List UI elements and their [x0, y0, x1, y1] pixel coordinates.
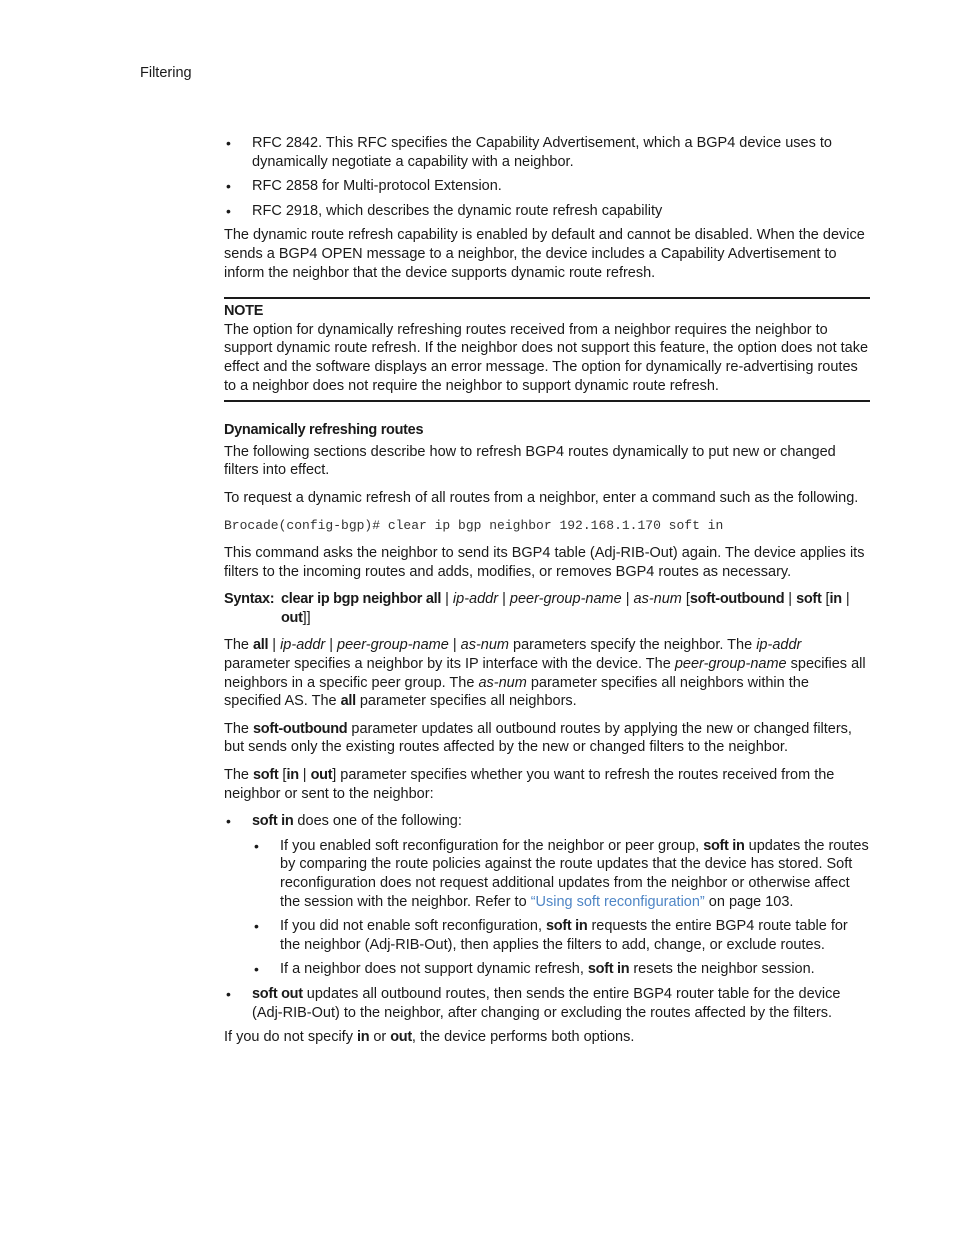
- paragraph: If you do not specify in or out, the device performs both options.: [224, 1029, 635, 1046]
- list-item-text: If you enabled soft reconfiguration for the neighbor or peer group, soft in updates the routes by comparing the route policies against the route updates that the device has stored. Soft reconfiguration does not request additional updates from the neighbor or otherwise affect the session with the neighbor. Refer to “Using soft reconfiguration” on page 103.: [280, 837, 869, 910]
- bullet-icon: •: [226, 178, 231, 195]
- list-item-text: RFC 2858 for Multi-protocol Extension.: [252, 178, 502, 195]
- bullet-icon: •: [226, 985, 231, 1002]
- intro-paragraph: The dynamic route refresh capability is enabled by default and cannot be disabled. When the device sends a BGP4 OPEN message to a neighbor, the device includes a Capability Advertisement to inform the neighbor that the device supports dynamic route refresh.: [224, 227, 865, 281]
- bullet-icon: •: [226, 813, 231, 830]
- paragraph: This command asks the neighbor to send its BGP4 table (Adj-RIB-Out) again. The device applies its filters to the incoming routes and adds, modifies, or removes BGP4 routes as necessary.: [224, 545, 865, 580]
- page-content: [224, 134, 870, 1047]
- sub-list-item: [224, 960, 870, 979]
- list-item-text: If a neighbor does not support dynamic refresh, soft in resets the neighbor session.: [280, 961, 815, 978]
- syntax-label: Syntax:: [224, 591, 275, 608]
- bullet-icon: •: [254, 918, 259, 935]
- bullet-icon: •: [254, 961, 259, 978]
- paragraph: The soft-outbound parameter updates all outbound routes by applying the new or changed filters, but sends only the existing routes affected by the new or changed filters to the neighbor.: [224, 720, 852, 756]
- list-item: [224, 812, 870, 831]
- running-header: Filtering: [140, 65, 192, 81]
- list-item-text: soft in does one of the following:: [252, 813, 462, 830]
- note-block: [224, 299, 870, 400]
- list-item: [224, 202, 870, 221]
- list-item-text: RFC 2918, which describes the dynamic route refresh capability: [252, 202, 663, 219]
- syntax-text: clear ip bgp neighbor all | ip-addr | peer-group-name | as-num [soft-outbound | soft [in | out]]: [281, 591, 850, 626]
- paragraph: The soft [in | out] parameter specifies whether you want to refresh the routes received from the neighbor or sent to the neighbor:: [224, 767, 835, 802]
- list-item: [224, 134, 870, 171]
- list-item-text: soft out updates all outbound routes, then sends the entire BGP4 router table for the device (Adj-RIB-Out) to the neighbor, after changing or excluding the routes affected by the filters.: [252, 985, 841, 1021]
- sub-list-item: [224, 837, 870, 911]
- paragraph: The all | ip-addr | peer-group-name | as-num parameters specify the neighbor. The ip-addr parameter specifies a neighbor by its IP interface with the device. The peer-group-name specifies all neighbors in a specific peer group. The as-num parameter specifies all neighbors within the specified AS. The all parameter specifies all neighbors.: [224, 637, 866, 710]
- list-item-text: If you did not enable soft reconfiguration, soft in requests the entire BGP4 route table for the neighbor (Adj-RIB-Out), then applies the filters to add, change, or exclude routes.: [280, 918, 848, 953]
- paragraph: The following sections describe how to refresh BGP4 routes dynamically to put new or changed filters into effect.: [224, 443, 836, 479]
- sub-list-item: [224, 917, 870, 954]
- paragraph: To request a dynamic refresh of all routes from a neighbor, enter a command such as the following.: [224, 489, 859, 506]
- bullet-icon: •: [226, 202, 231, 219]
- note-label: NOTE: [224, 303, 264, 320]
- list-item: [224, 177, 870, 196]
- bullet-icon: •: [254, 837, 259, 854]
- cross-reference-link[interactable]: “Using soft reconfiguration”: [530, 893, 705, 910]
- note-text: The option for dynamically refreshing routes received from a neighbor requires the neighbor to support dynamic route refresh. If the neighbor does not support this feature, the option does not take effect and the software displays an error message. The option for dynamically re-advertising routes to a neighbor does not require the neighbor to support dynamic route refresh.: [224, 321, 869, 394]
- section-heading: Dynamically refreshing routes: [224, 422, 424, 439]
- list-item: [224, 985, 870, 1022]
- list-item-text: RFC 2842. This RFC specifies the Capability Advertisement, which a BGP4 device uses to dynamically negotiate a capability with a neighbor.: [252, 135, 832, 170]
- note-bottom-rule: [224, 400, 870, 402]
- bullet-icon: •: [226, 135, 231, 151]
- syntax-block: [224, 590, 870, 627]
- code-example: Brocade(config-bgp)# clear ip bgp neighbor 192.168.1.170 soft in: [224, 517, 724, 533]
